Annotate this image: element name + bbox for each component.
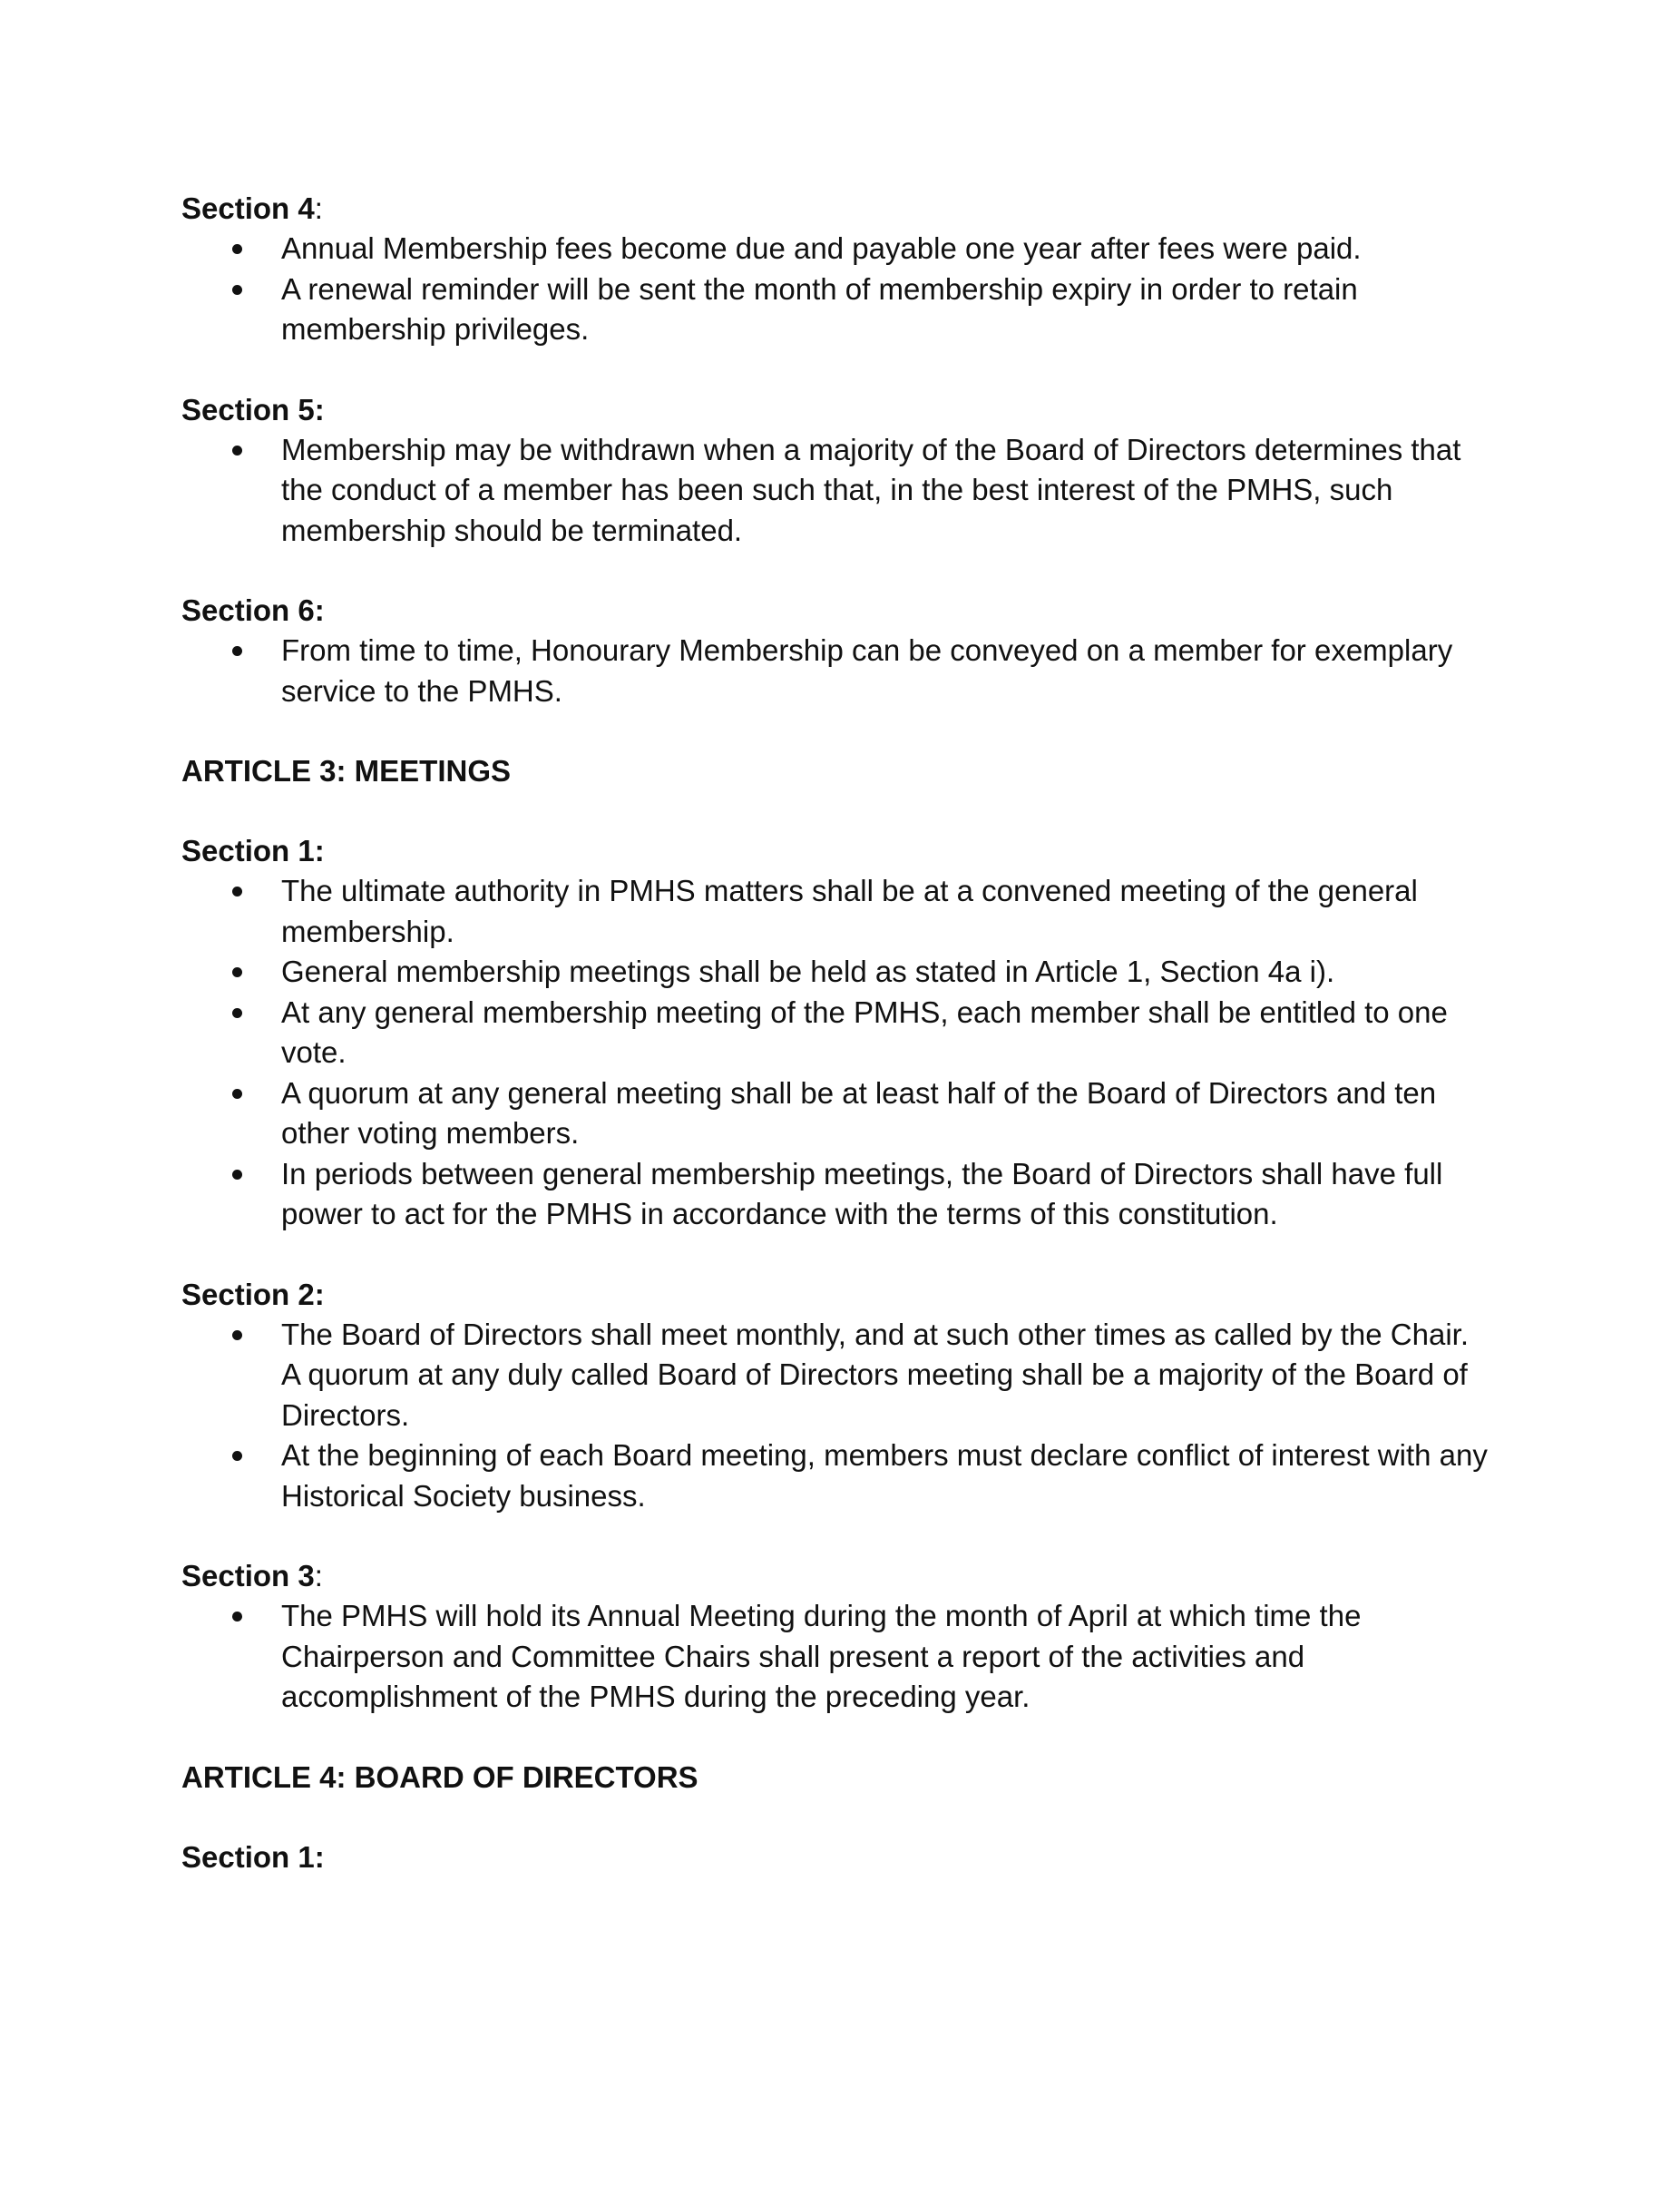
bullet-icon <box>232 1330 242 1340</box>
bullet-icon <box>232 1170 242 1180</box>
list-item-text: At the beginning of each Board meeting, members must declare conflict of interest with any Historical Society business. <box>281 1438 1488 1513</box>
list-item-text: From time to time, Honourary Membership can be conveyed on a member for exemplary service to the PMHS. <box>281 633 1453 708</box>
section-heading-colon: : <box>314 1559 323 1592</box>
list-item <box>181 1435 1488 1516</box>
list-item <box>181 993 1488 1073</box>
list-item <box>181 430 1488 552</box>
list-item-text: General membership meetings shall be held as stated in Article 1, Section 4a i). <box>281 955 1335 988</box>
list-item <box>181 269 1488 350</box>
list-item-text: A renewal reminder will be sent the month of membership expiry in order to retain membership privileges. <box>281 271 1358 346</box>
list-item <box>181 229 1488 269</box>
list-item-text: The Board of Directors shall meet monthly, and at such other times as called by the Chair. A quorum at any duly called Board of Directors meeting shall be a majority of the Board of Directors. <box>281 1317 1484 1432</box>
list-item <box>181 631 1488 711</box>
bullet-icon <box>232 244 242 254</box>
bullet-icon <box>232 1612 242 1622</box>
list-item-text: A quorum at any general meeting shall be at least half of the Board of Directors and ten other voting members. <box>281 1075 1437 1150</box>
bullet-list <box>181 229 1488 350</box>
section-heading-colon: : <box>314 191 323 225</box>
bullet-icon <box>232 1089 242 1099</box>
bullet-list <box>181 631 1488 711</box>
list-item <box>181 871 1488 952</box>
list-item-text: At any general membership meeting of the PMHS, each member shall be entitled to one vote. <box>281 995 1448 1069</box>
section-heading: Section 1: <box>181 834 325 867</box>
list-item-text: The PMHS will hold its Annual Meeting during the month of April at which time the Chairperson and Committee Chairs shall present a report of the activities and accomplishment of the PMHS during the preceding year. <box>281 1599 1362 1713</box>
article-4-section-1 <box>181 1837 1488 1877</box>
section-heading: Section 6: <box>181 593 325 627</box>
list-item <box>181 1073 1488 1154</box>
article-3-title: ARTICLE 3: MEETINGS <box>181 754 512 788</box>
section-5 <box>181 390 1488 552</box>
list-item-text: Membership may be withdrawn when a majority of the Board of Directors determines that the conduct of a member has been such that, in the best interest of the PMHS, such membership should be terminated. <box>281 432 1461 547</box>
section-heading <box>181 189 1488 229</box>
list-item-text: In periods between general membership meetings, the Board of Directors shall have full power to act for the PMHS in accordance with the terms of this constitution. <box>281 1156 1443 1230</box>
section-6 <box>181 591 1488 711</box>
section-heading <box>181 1556 1488 1596</box>
document-page <box>181 189 1488 1917</box>
list-item <box>181 1154 1488 1235</box>
list-item-text: The ultimate authority in PMHS matters shall be at a convened meeting of the general membership. <box>281 874 1418 948</box>
list-item <box>181 1596 1488 1718</box>
article-3-section-2 <box>181 1275 1488 1517</box>
section-4 <box>181 189 1488 350</box>
section-heading: Section 5: <box>181 392 325 426</box>
bullet-list <box>181 430 1488 552</box>
bullet-icon <box>232 967 242 977</box>
bullet-list <box>181 1596 1488 1718</box>
bullet-icon <box>232 887 242 897</box>
section-heading: Section 2: <box>181 1277 325 1311</box>
list-item-text: Annual Membership fees become due and payable one year after fees were paid. <box>281 231 1362 265</box>
bullet-icon <box>232 1451 242 1461</box>
bullet-icon <box>232 646 242 656</box>
article-3-section-1 <box>181 831 1488 1235</box>
article-4-title: ARTICLE 4: BOARD OF DIRECTORS <box>181 1759 698 1794</box>
article-3-section-3 <box>181 1556 1488 1718</box>
list-item <box>181 1315 1488 1436</box>
section-heading-text: Section 4 <box>181 191 315 225</box>
bullet-icon <box>232 446 242 456</box>
bullet-list <box>181 1315 1488 1517</box>
bullet-icon <box>232 1008 242 1018</box>
list-item <box>181 952 1488 993</box>
bullet-icon <box>232 285 242 295</box>
bullet-list <box>181 871 1488 1235</box>
section-heading: Section 1: <box>181 1839 325 1874</box>
section-heading-text: Section 3 <box>181 1559 315 1592</box>
